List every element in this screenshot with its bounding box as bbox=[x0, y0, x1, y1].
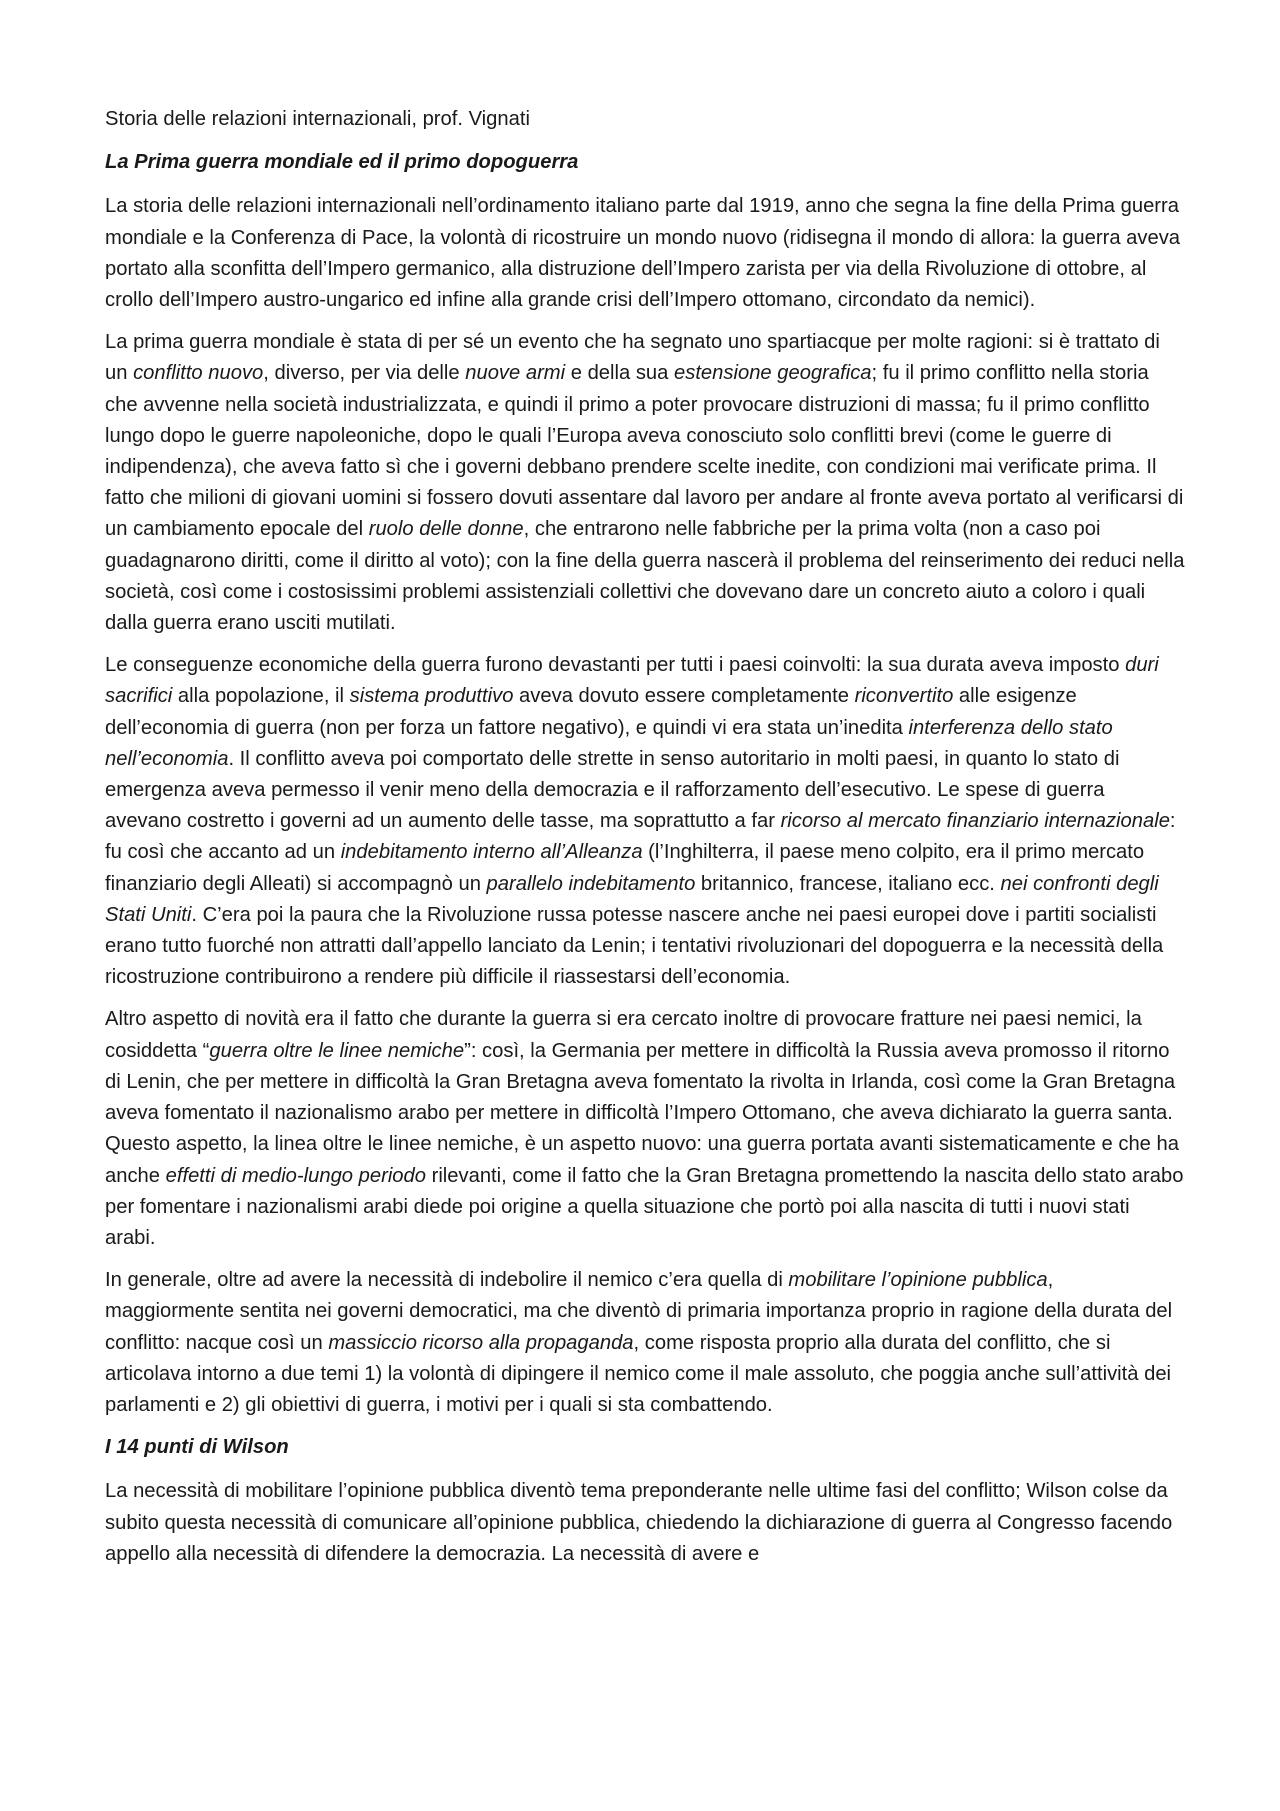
emphasis-text: guerra oltre le linee nemiche bbox=[209, 1039, 465, 1062]
emphasis-text: nei confronti degli Stati Uniti bbox=[105, 872, 1159, 926]
emphasis-text: conflitto nuovo bbox=[133, 362, 264, 385]
paragraph bbox=[105, 1265, 1185, 1421]
emphasis-text: sistema produttivo bbox=[349, 685, 514, 708]
paragraph-text: Le conseguenze economiche della guerra furono devastanti per tutti i paesi coinvolti: la sua durata aveva imposto bbox=[105, 654, 1126, 677]
paragraph-text: alle esigenze dell’economia di guerra (non per forza un fattore negativo), e quindi vi era stata un’inedita bbox=[105, 685, 1077, 739]
document-page bbox=[105, 104, 1185, 1581]
paragraph-text: aveva dovuto essere completamente bbox=[513, 685, 855, 708]
emphasis-text: estensione geografica bbox=[674, 362, 872, 385]
paragraph-text: e della sua bbox=[565, 362, 674, 385]
emphasis-text: ruolo delle donne bbox=[368, 518, 524, 541]
paragraph-text: , che entrarono nelle fabbriche per la prima volta (non a caso poi guadagnarono diritti, come il diritto al voto); con la fine della guerra nascerà il problema del reinserimento dei reduci nella società, così come i costosissimi problemi assistenziali collettivi che dovevano dare un concreto aiuto a coloro i quali dalla guerra erano usciti mutilati. bbox=[105, 518, 1185, 635]
paragraph-text: La necessità di mobilitare l’opinione pubblica diventò tema preponderante nelle ultime fasi del conflitto; Wilson colse da subito questa necessità di comunicare all’opinione pubblica, chiedendo la dichiarazione di guerra al Congresso facendo appello alla necessità di difendere la democrazia. La necessità di avere e bbox=[105, 1480, 1173, 1565]
paragraph bbox=[105, 650, 1185, 993]
paragraph-text: In generale, oltre ad avere la necessità di indebolire il nemico c’era quella di bbox=[105, 1269, 789, 1292]
emphasis-text: duri sacrifici bbox=[105, 654, 1159, 708]
paragraph-text: : fu così che accanto ad un bbox=[105, 810, 1176, 864]
emphasis-text: massiccio ricorso alla propaganda bbox=[328, 1331, 634, 1354]
paragraph-text: La storia delle relazioni internazionali nell’ordinamento italiano parte dal 1919, anno che segna la fine della Prima guerra mondiale e la Conferenza di Pace, la volontà di ricostruire un mondo nuovo (ridisegna il mondo di allora: la guerra aveva portato alla sconfitta dell’Impero germanico, alla distruzione dell’Impero zarista per via della Rivoluzione di ottobre, al crollo dell’Impero austro-ungarico ed infine alla grande crisi dell’Impero ottomano, circondato da nemici). bbox=[105, 195, 1181, 312]
paragraph-text: (l’Inghilterra, il paese meno colpito, era il primo mercato finanziario degli Alleati) si accompagnò un bbox=[105, 841, 1145, 895]
paragraph-text: ; fu il primo conflitto nella storia che avvenne nella società industrializzata, e quindi il primo a poter provocare distruzioni di massa; fu il primo conflitto lungo dopo le guerre napoleoniche, dopo le quali l’Europa aveva conosciuto solo conflitti brevi (come le guerre di indipendenza), che aveva fatto sì che i governi debbano prendere scelte inedite, con condizioni mai verificate prima. Il fatto che milioni di giovani uomini si fossero dovuti assentare dal lavoro per andare al fronte aveva portato al verificarsi di un cambiamento epocale del bbox=[105, 362, 1184, 541]
section-title-ww1: La Prima guerra mondiale ed il primo dopoguerra bbox=[105, 151, 579, 174]
paragraph-text: britannico, francese, italiano ecc. bbox=[695, 872, 1001, 895]
emphasis-text: nuove armi bbox=[465, 362, 566, 385]
document-header: Storia delle relazioni internazionali, prof. Vignati bbox=[105, 108, 530, 130]
paragraph bbox=[105, 327, 1185, 639]
paragraph-text: rilevanti, come il fatto che la Gran Bretagna promettendo la nascita dello stato arabo per fomentare i nazionalismi arabi diede poi origine a quella situazione che portò poi alla nascita di tutti i nuovi stati arabi. bbox=[105, 1164, 1184, 1249]
emphasis-text: ricorso al mercato finanziario internazionale bbox=[780, 810, 1170, 833]
paragraph-text: La prima guerra mondiale è stata di per sé un evento che ha segnato uno spartiacque per molte ragioni: si è trattato di un bbox=[105, 331, 1160, 385]
section-title-wilson: I 14 punti di Wilson bbox=[105, 1436, 289, 1459]
paragraph-text: Altro aspetto di novità era il fatto che durante la guerra si era cercato inoltre di provocare fratture nei paesi nemici, la cosiddetta “ bbox=[105, 1008, 1142, 1062]
emphasis-text: riconvertito bbox=[854, 685, 954, 708]
paragraph bbox=[105, 1004, 1185, 1254]
paragraph-text: ”: così, la Germania per mettere in difficoltà la Russia aveva promosso il ritorno di Lenin, che per mettere in difficoltà la Gran Bretagna aveva fomentato la rivolta in Irlanda, così come la Gran Bretagna aveva fomentato il nazionalismo arabo per mettere in difficoltà l’Impero Ottomano, che aveva dichiarato la guerra santa. Questo aspetto, la linea oltre le linee nemiche, è un aspetto nuovo: una guerra portata avanti sistematicamente e che ha anche bbox=[105, 1039, 1179, 1187]
paragraph-text: , come risposta proprio alla durata del conflitto, che si articolava intorno a due temi 1) la volontà di dipingere il nemico come il male assoluto, che poggia anche sull’attività dei parlamenti e 2) gli obiettivi di guerra, i motivi per i quali si sta combattendo. bbox=[105, 1331, 1172, 1416]
paragraph-text: . C’era poi la paura che la Rivoluzione russa potesse nascere anche nei paesi europei dove i partiti socialisti erano tutto fuorché non attratti dall’appello lanciato da Lenin; i tentativi rivoluzionari del dopoguerra e la necessità della ricostruzione contribuirono a rendere più difficile il riassestarsi dell’economia. bbox=[105, 903, 1164, 989]
paragraph-text: alla popolazione, il bbox=[172, 685, 350, 708]
paragraph-text: , diverso, per via delle bbox=[263, 362, 466, 385]
paragraph-text: . Il conflitto aveva poi comportato delle strette in senso autoritario in molti paesi, in quanto lo stato di emergenza aveva permesso il venir meno della democrazia e il rafforzamento dell’esecutivo. Le spese di guerra avevano costretto i governi ad un aumento delle tasse, ma soprattutto a far bbox=[105, 747, 1120, 833]
paragraph bbox=[105, 1476, 1185, 1570]
emphasis-text: interferenza dello stato nell’economia bbox=[105, 716, 1113, 770]
emphasis-text: effetti di medio-lungo periodo bbox=[165, 1164, 426, 1187]
emphasis-text: parallelo indebitamento bbox=[486, 872, 696, 895]
emphasis-text: mobilitare l’opinione pubblica bbox=[788, 1269, 1048, 1292]
paragraph bbox=[105, 191, 1185, 316]
emphasis-text: indebitamento interno all’Alleanza bbox=[340, 841, 643, 864]
paragraph-text: , maggiormente sentita nei governi democratici, ma che diventò di primaria importanza proprio in ragione della durata del conflitto: nacque così un bbox=[105, 1269, 1173, 1354]
